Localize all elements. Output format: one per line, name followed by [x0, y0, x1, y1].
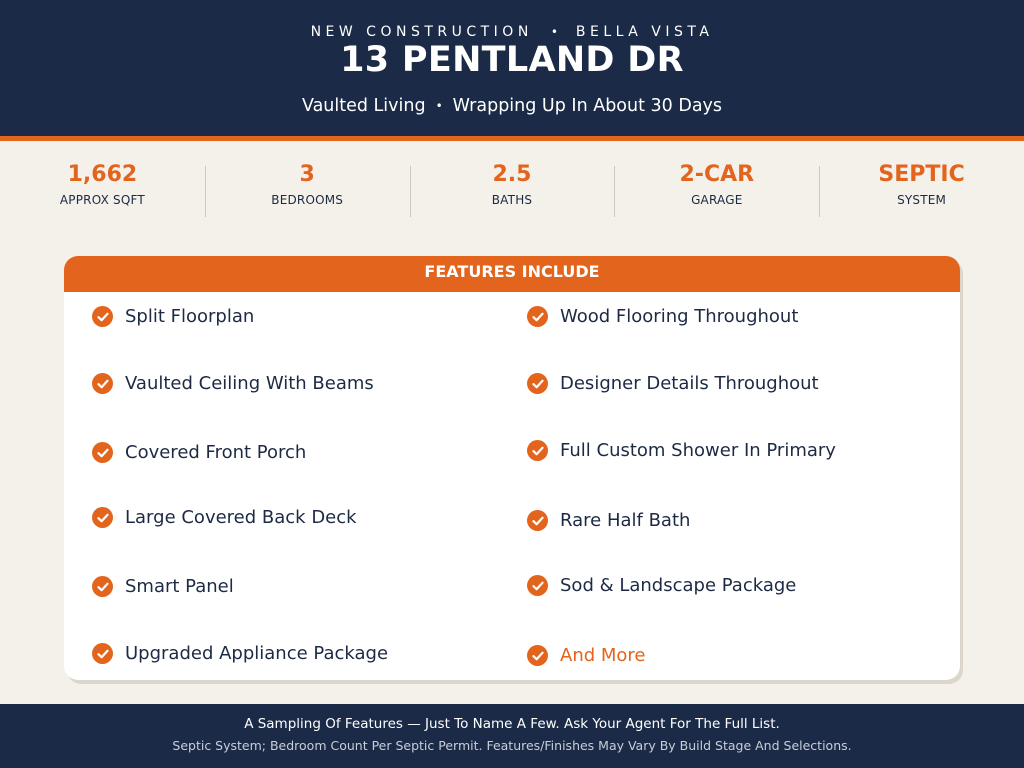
eyebrow-category: NEW CONSTRUCTION [310, 24, 533, 40]
feature-text: Vaulted Ceiling With Beams [125, 373, 374, 394]
feature-text: Sod & Landscape Package [560, 575, 797, 596]
feature-item [92, 306, 254, 327]
check-circle-icon [92, 643, 113, 664]
feature-item [527, 373, 819, 394]
header-banner [0, 0, 1024, 136]
stat-value: 3 [299, 162, 315, 187]
stat-label: SYSTEM [897, 193, 947, 207]
subtitle-highlight: Vaulted Living [301, 96, 426, 116]
check-circle-icon [527, 373, 548, 394]
check-circle-icon [92, 373, 113, 394]
feature-item [527, 510, 690, 531]
check-circle-icon [527, 575, 548, 596]
feature-text: Covered Front Porch [125, 442, 307, 463]
feature-item [527, 306, 798, 327]
check-circle-icon [527, 306, 548, 327]
property-address: 13 PENTLAND DR [340, 40, 684, 80]
stat-value: 2.5 [492, 162, 532, 187]
subtitle-separator: • [435, 99, 443, 113]
feature-text: Designer Details Throughout [560, 373, 819, 394]
feature-item [92, 507, 357, 528]
stat-baths [410, 160, 615, 224]
feature-item [527, 575, 796, 596]
feature-text: Split Floorplan [125, 306, 255, 327]
eyebrow-location: BELLA VISTA [575, 24, 714, 40]
feature-text: Large Covered Back Deck [125, 507, 357, 528]
stat-value: 2-CAR [679, 162, 755, 187]
feature-item [92, 373, 374, 394]
stat-value: 1,662 [67, 162, 138, 187]
check-circle-icon [92, 442, 113, 463]
feature-item [92, 442, 306, 463]
footer-banner [0, 704, 1024, 768]
check-circle-icon [92, 576, 113, 597]
stat-value: SEPTIC [878, 162, 965, 187]
stats-bar [0, 160, 1024, 224]
subtitle [0, 96, 1024, 116]
eyebrow-separator: • [550, 25, 558, 39]
features-heading: FEATURES INCLUDE [64, 256, 960, 292]
subtitle-timeline: Wrapping Up In About 30 Days [452, 96, 723, 116]
feature-text: And More [560, 645, 646, 666]
feature-text: Full Custom Shower In Primary [560, 440, 836, 461]
feature-item [527, 440, 836, 461]
footer-note: A Sampling Of Features — Just To Name A Few. Ask Your Agent For The Full List. [244, 716, 780, 732]
stat-label: BATHS [491, 193, 533, 207]
check-circle-icon [527, 440, 548, 461]
stat-bedrooms [205, 160, 410, 224]
feature-text: Upgraded Appliance Package [125, 643, 389, 664]
feature-text: Smart Panel [125, 576, 234, 597]
check-circle-icon [527, 645, 548, 666]
features-card [64, 256, 960, 680]
feature-item-and-more [527, 645, 646, 666]
stat-garage [614, 160, 819, 224]
stat-label: GARAGE [691, 193, 743, 207]
footer-disclaimer: Septic System; Bedroom Count Per Septic Permit. Features/Finishes May Vary By Build Stage And Selections. [172, 738, 852, 753]
feature-item [92, 643, 388, 664]
eyebrow [0, 24, 1024, 40]
header-accent-bar [0, 136, 1024, 141]
feature-text: Rare Half Bath [560, 510, 691, 531]
feature-item [92, 576, 234, 597]
stat-sqft [0, 160, 205, 224]
stat-system [819, 160, 1024, 224]
stat-label: APPROX SQFT [59, 193, 145, 207]
check-circle-icon [527, 510, 548, 531]
check-circle-icon [92, 507, 113, 528]
check-circle-icon [92, 306, 113, 327]
feature-text: Wood Flooring Throughout [560, 306, 799, 327]
stat-label: BEDROOMS [271, 193, 344, 207]
